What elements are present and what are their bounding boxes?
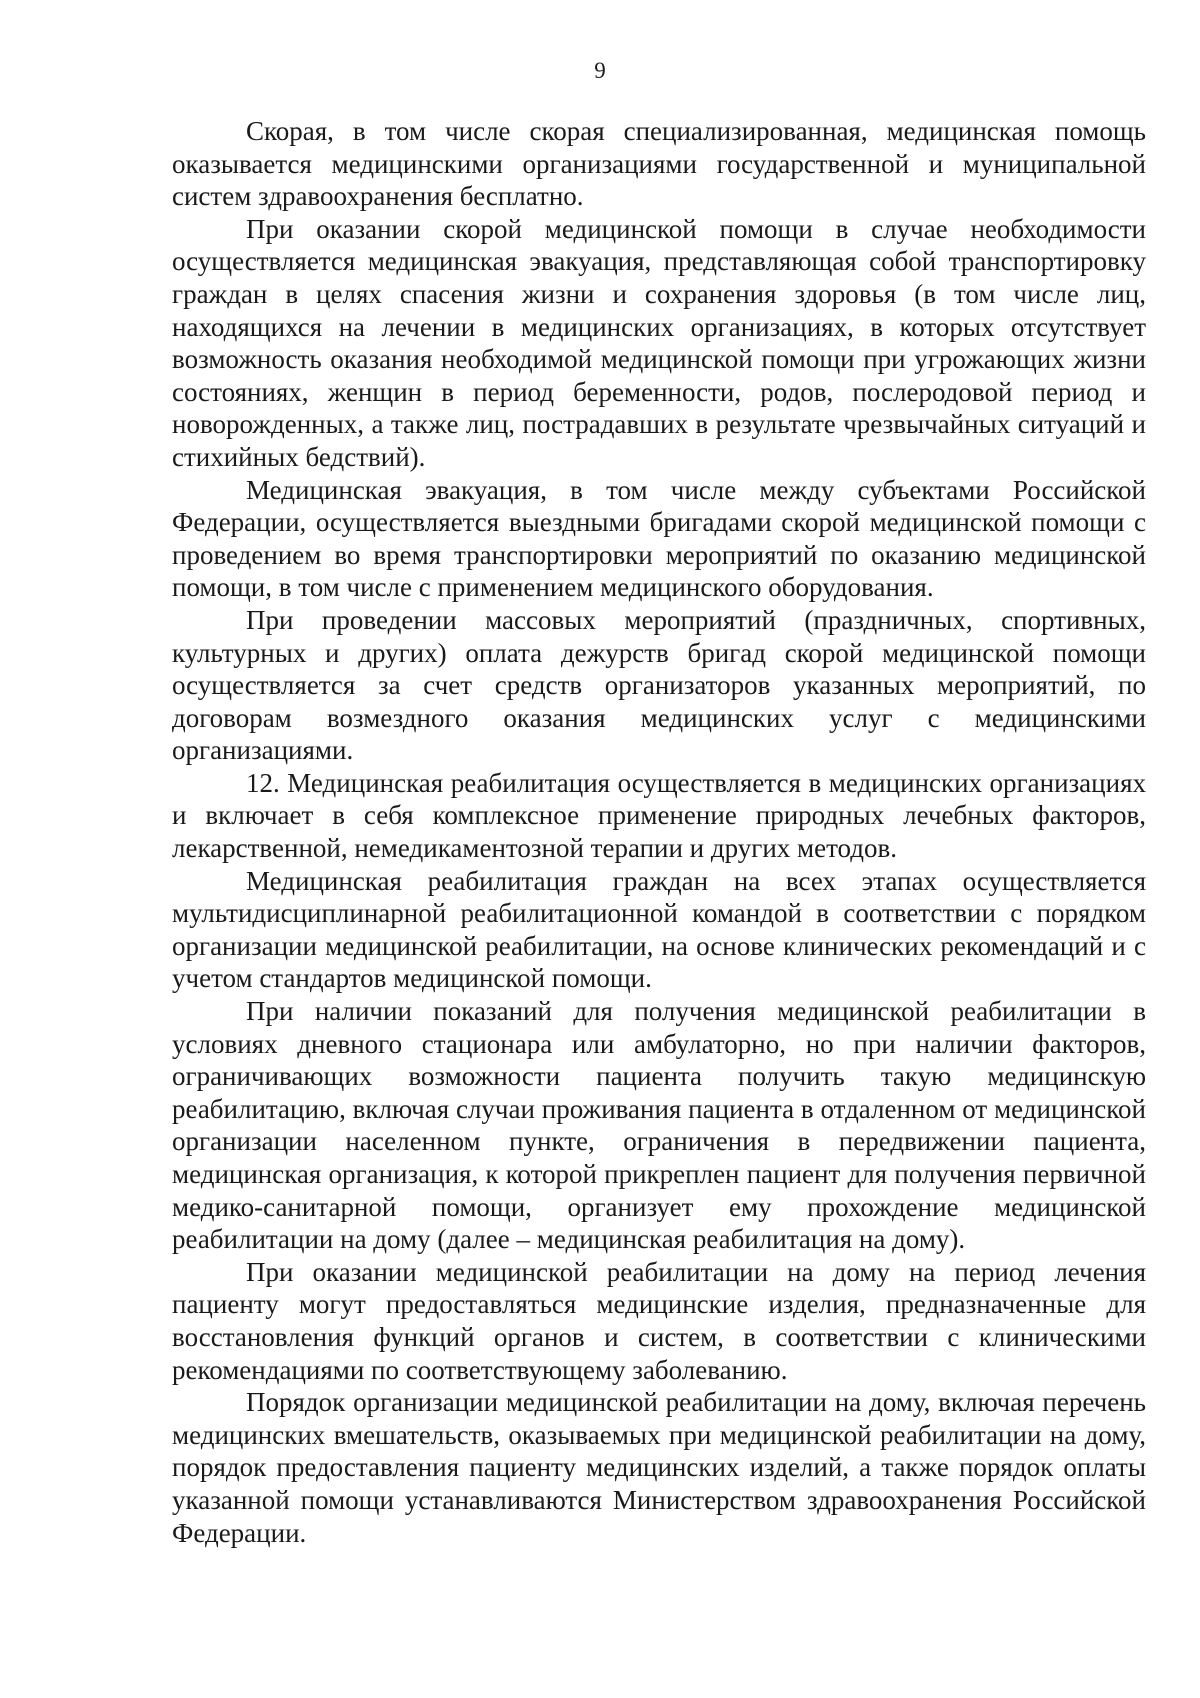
document-body (172, 115, 1146, 1549)
paragraph-medical-evacuation: При оказании скорой медицинской помощи в случае необходимости осуществляется медицинская эвакуация, представляющая собой транспортировку граждан в целях спасения жизни и сохранения здоровья (в том числе лиц, находящихся на лечении в медицинских организациях, в которых отсутствует возможность оказания необходимой медицинской помощи при угрожающих жизни состояниях, женщин в период беременности, родов, послеродовой период и новорожденных, а также лиц, пострадавших в результате чрезвычайных ситуаций и стихийных бедствий). (172, 213, 1146, 472)
paragraph-evacuation-between-regions: Медицинская эвакуация, в том числе между субъектами Российской Федерации, осуществляется выездными бригадами скорой медицинской помощи с проведением во время транспортировки мероприятий по оказанию медицинской помощи, в том числе с применением медицинского оборудования. (172, 474, 1146, 603)
page-number: 9 (594, 58, 606, 83)
paragraph-medical-devices: При оказании медицинской реабилитации на дому на период лечения пациенту могут предоставляться медицинские изделия, предназначенные для восстановления функций органов и систем, в соответствии с клиническими рекомендациями по соответствующему заболеванию. (172, 1256, 1146, 1385)
paragraph-rehabilitation-clause-12: 12. Медицинская реабилитация осуществляется в медицинских организациях и включает в себя комплексное применение природных лечебных факторов, лекарственной, немедикаментозной терапии и других методов. (172, 767, 1146, 864)
paragraph-ministry-procedure: Порядок организации медицинской реабилитации на дому, включая перечень медицинских вмешательств, оказываемых при медицинской реабилитации на дому, порядок предоставления пациенту медицинских изделий, а также порядок оплаты указанной помощи устанавливаются Министерством здравоохранения Российской Федерации. (172, 1387, 1146, 1548)
paragraph-rehabilitation-team: Медицинская реабилитация граждан на всех этапах осуществляется мультидисциплинарной реабилитационной командой в соответствии с порядком организации медицинской реабилитации, на основе клинических рекомендаций и с учетом стандартов медицинской помощи. (172, 865, 1146, 994)
paragraph-home-rehabilitation: При наличии показаний для получения медицинской реабилитации в условиях дневного стационара или амбулаторно, но при наличии факторов, ограничивающих возможности пациента получить такую медицинскую реабилитацию, включая случаи проживания пациента в отдаленном от медицинской организации населенном пункте, ограничения в передвижении пациента, медицинская организация, к которой прикреплен пациент для получения первичной медико-санитарной помощи, организует ему прохождение медицинской реабилитации на дому (далее – медицинская реабилитация на дому). (172, 996, 1146, 1255)
paragraph-emergency-care: Скорая, в том числе скорая специализированная, медицинская помощь оказывается медицинскими организациями государственной и муниципальной систем здравоохранения бесплатно. (172, 116, 1146, 212)
paragraph-mass-events: При проведении массовых мероприятий (праздничных, спортивных, культурных и других) оплата дежурств бригад скорой медицинской помощи осуществляется за счет средств организаторов указанных мероприятий, по договорам возмездного оказания медицинских услуг с медицинскими организациями. (172, 604, 1146, 766)
